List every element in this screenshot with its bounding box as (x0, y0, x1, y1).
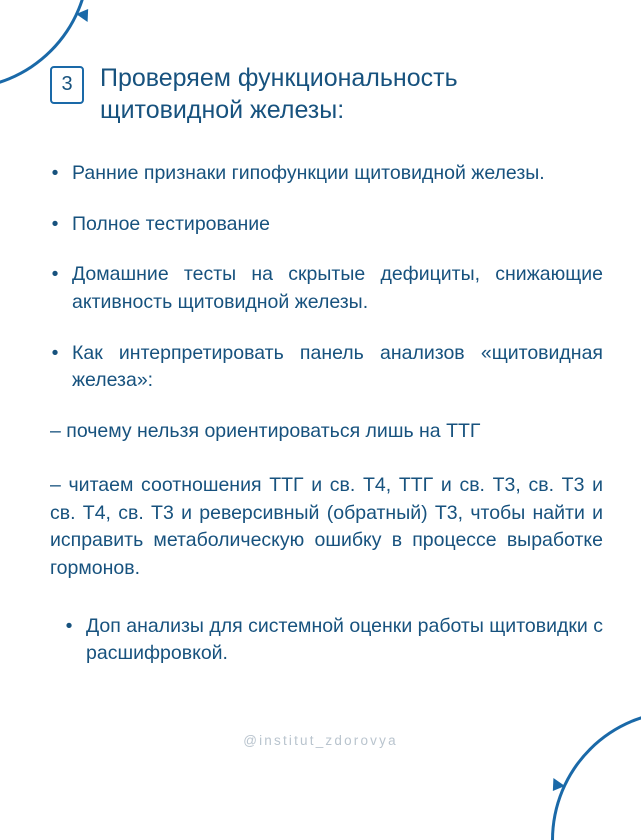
page-title (100, 62, 458, 126)
list-item (50, 160, 603, 188)
bullet-dot-icon: • (65, 614, 73, 637)
page-title-line-2: щитовидной железы: (100, 96, 345, 124)
title-row (50, 62, 603, 126)
list-item-label: Доп анализы для системной оценки работы щитовидки с расшифровкой. (86, 614, 603, 665)
dash-paragraph-1: – почему нельзя ориентироваться лишь на ТТГ (50, 420, 481, 443)
slide-content (50, 62, 603, 691)
page-title-line-1: Проверяем функциональность (100, 64, 458, 92)
list-item (50, 211, 603, 239)
list-item-label: Домашние тесты на скрытые дефициты, снижающие активность щитовидной железы. (72, 263, 603, 314)
bullet-dot-icon: • (51, 212, 59, 235)
slide-body (50, 160, 603, 668)
bullet-dot-icon: • (51, 341, 59, 364)
account-handle: @institut_zdorovya (243, 733, 398, 748)
list-item (50, 340, 603, 395)
list-item-label: Полное тестирование (72, 212, 270, 235)
dash-paragraph-2: – читаем соотношения ТТГ и св. Т4, ТТГ и св. Т3, св. Т3 и св. Т4, св. Т3 и реверсивный (обратный) Т3, чтобы найти и исправить метаболическую ошибку в процессе выработке гормонов. (50, 473, 603, 579)
step-number-badge: 3 (50, 66, 84, 104)
list-item-label: Как интерпретировать панель анализов «щитовидная железа»: (72, 341, 603, 392)
list-item (64, 613, 603, 668)
bullet-dot-icon: • (51, 263, 59, 286)
bullet-dot-icon: • (51, 162, 59, 184)
decorative-arc-bottom-right (551, 710, 641, 840)
list-item (50, 261, 603, 316)
list-item-label: Ранние признаки гипофункции щитовидной железы. (72, 162, 545, 184)
